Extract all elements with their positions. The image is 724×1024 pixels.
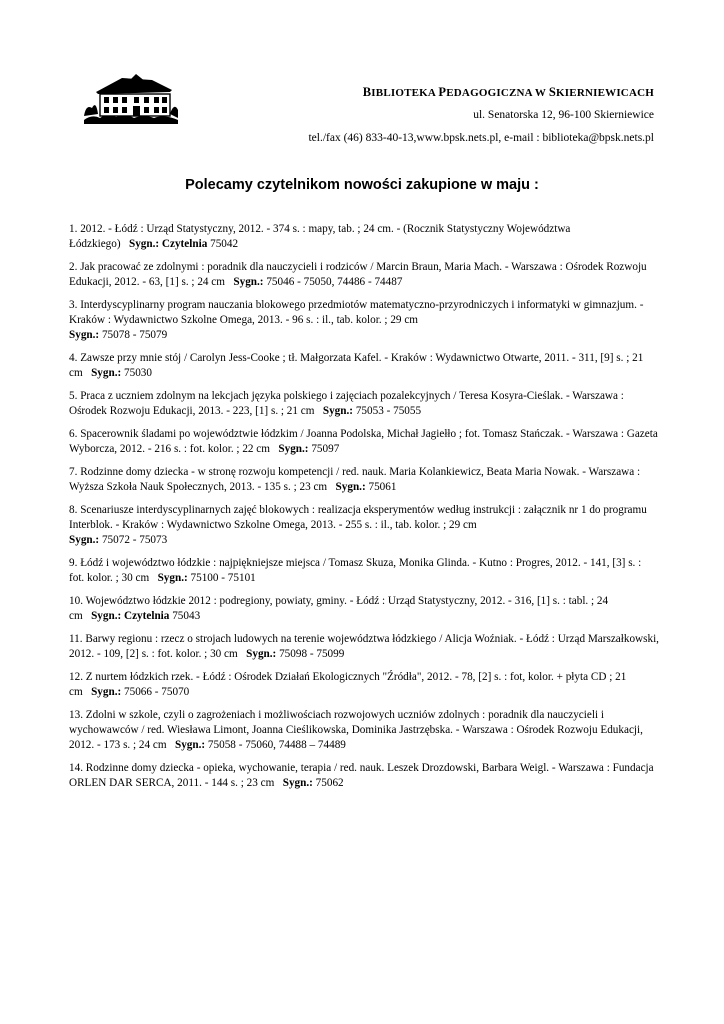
call-number-label: Sygn.: <box>157 572 188 584</box>
call-number-label: Sygn.: <box>278 443 309 455</box>
entry-description: 11. Barwy regionu : rzecz o strojach ludowych na terenie województwa łódzkiego / Alicja Woźniak. - Łódź : Urząd Marszałkowski, 2012. - 109, [2] s. : fot. kolor. ; 30 cm <box>69 633 659 660</box>
book-list <box>69 222 659 799</box>
entry-description: 3. Interdyscyplinarny program nauczania blokowego przedmiotów matematyczno-przyrodniczych i informatyki w gimnazjum. - Kraków : Wydawnictwo Szkolne Omega, 2013. - 96 s. : il., tab. kolor. ; 29 cm <box>69 299 644 326</box>
entry-description: 4. Zawsze przy mnie stój / Carolyn Jess-Cooke ; tł. Małgorzata Kafel. - Kraków : Wydawnictwo Otwarte, 2011. - 311, [9] s. ; 21 cm <box>69 352 644 379</box>
entry-description: 9. Łódź i województwo łódzkie : najpiękniejsze miejsca / Tomasz Skuza, Monika Glinda. - Kutno : Progres, 2012. - 141, [3] s. : fot. kolor. ; 30 cm <box>69 557 642 584</box>
call-number: 75097 <box>311 443 340 455</box>
call-number-label: Sygn.: <box>335 481 366 493</box>
call-number-label: Sygn.: <box>322 405 354 417</box>
entry-description: 10. Województwo łódzkie 2012 : podregiony, powiaty, gminy. - Łódź : Urząd Statystyczny, 2012. - 316, [1] s. : tabl. ; 24 cm <box>69 595 609 622</box>
call-number-label: Sygn.: <box>282 777 313 789</box>
call-number: 75100 - 75101 <box>190 572 256 584</box>
call-number-label: Sygn.: <box>128 238 160 250</box>
entry-description: 1. 2012. - Łódź : Urząd Statystyczny, 2012. - 374 s. : mapy, tab. ; 24 cm. - (Rocznik Statystyczny Województwa Łódzkiego) <box>69 223 571 250</box>
entry-description: 6. Spacerownik śladami po województwie łódzkim / Joanna Podolska, Michał Jagiełło ; fot. Tomasz Stańczak. - Warszawa : Gazeta Wyborcza, 2012. - 216 s. : fot. kolor. ; 22 cm <box>69 428 658 455</box>
location-label: Czytelnia <box>161 238 208 250</box>
list-item <box>69 761 659 791</box>
entry-description: 8. Scenariusze interdyscyplinarnych zajęć blokowych : realizacja eksperymentów według instrukcji : załącznik nr 1 do programu Interblok. - Kraków : Wydawnictwo Szkolne Omega, 2013. - 255 s. : il., tab. kolor. ; 29 cm <box>69 504 647 531</box>
list-item <box>69 556 659 586</box>
location-label: Czytelnia <box>124 610 170 622</box>
call-number-label: Sygn.: <box>69 534 100 546</box>
library-header <box>308 84 654 146</box>
list-item <box>69 465 659 495</box>
call-number: 75042 <box>210 238 239 250</box>
library-address: ul. Senatorska 12, 96-100 Skierniewice <box>473 109 654 121</box>
list-item <box>69 389 659 419</box>
list-item <box>69 298 659 343</box>
entry-description: 14. Rodzinne domy dziecka - opieka, wychowanie, terapia / red. nauk. Leszek Drozdowski, Barbara Weigl. - Warszawa : Fundacja ORLEN DAR SERCA, 2011. - 144 s. ; 23 cm <box>69 762 654 789</box>
call-number: 75058 - 75060, 74488 – 74489 <box>207 739 346 751</box>
list-item <box>69 351 659 381</box>
call-number-label: Sygn.: <box>91 367 122 379</box>
list-item <box>69 670 659 700</box>
call-number: 75053 - 75055 <box>355 405 422 417</box>
list-item <box>69 594 659 624</box>
call-number-label: Sygn.: <box>91 686 122 698</box>
list-item <box>69 503 659 548</box>
call-number: 75098 - 75099 <box>279 648 345 660</box>
call-number-label: Sygn.: <box>246 648 277 660</box>
call-number-label: Sygn.: <box>174 739 206 751</box>
list-item <box>69 632 659 662</box>
entry-description: 13. Zdolni w szkole, czyli o zagrożeniach i możliwościach rozwojowych uczniów zdolnych : poradnik dla nauczycieli i wychowawców / red. Wiesława Limont, Joanna Cieślikowska, Dominika Jastrzębska. - Warszawa : Ośrodek Rozwoju Edukacji, 2012. - 173 s. ; 24 cm <box>69 709 643 751</box>
list-item <box>69 260 659 290</box>
call-number: 75043 <box>172 610 201 622</box>
library-building-logo <box>82 70 180 124</box>
entry-description: 12. Z nurtem łódzkich rzek. - Łódź : Ośrodek Działań Ekologicznych "Źródła", 2012. - 78, [2] s. : fot, kolor. + płyta CD ; 21 cm <box>69 671 627 698</box>
entry-description: 2. Jak pracować ze zdolnymi : poradnik dla nauczycieli i rodziców / Marcin Braun, Maria Mach. - Warszawa : Ośrodek Rozwoju Edukacji, 2012. - 63, [1] s. ; 24 cm <box>69 261 647 288</box>
call-number-label: Sygn.: <box>233 276 264 288</box>
list-item <box>69 222 659 252</box>
call-number: 75078 - 75079 <box>101 329 168 341</box>
entry-description: 7. Rodzinne domy dziecka - w stronę rozwoju kompetencji / red. nauk. Maria Kolankiewicz, Beata Maria Nowak. - Warszawa : Wyższa Szkoła Nauk Społecznych, 2013. - 135 s. ; 23 cm <box>69 466 641 493</box>
call-number-label: Sygn.: <box>69 329 100 341</box>
page-title: Polecamy czytelnikom nowości zakupione w maju : <box>185 177 539 193</box>
call-number: 75072 - 75073 <box>101 534 168 546</box>
call-number: 75061 <box>368 481 397 493</box>
call-number: 75046 - 75050, 74486 - 74487 <box>266 276 403 288</box>
call-number: 75066 - 75070 <box>124 686 190 698</box>
call-number: 75062 <box>315 777 344 789</box>
list-item <box>69 708 659 753</box>
library-name: BIBLIOTEKA PEDAGOGICZNA W SKIERNIEWICACH <box>362 85 654 99</box>
list-item <box>69 427 659 457</box>
call-number-label: Sygn.: <box>91 610 122 622</box>
entry-description: 5. Praca z uczniem zdolnym na lekcjach języka polskiego i zajęciach pozalekcyjnych / Teresa Kosyra-Cieślak. - Warszawa : Ośrodek Rozwoju Edukacji, 2013. - 223, [1] s. ; 21 cm <box>69 390 624 417</box>
library-contact: tel./fax (46) 833-40-13,www.bpsk.nets.pl, e-mail : biblioteka@bpsk.nets.pl <box>308 132 654 144</box>
call-number: 75030 <box>124 367 152 379</box>
